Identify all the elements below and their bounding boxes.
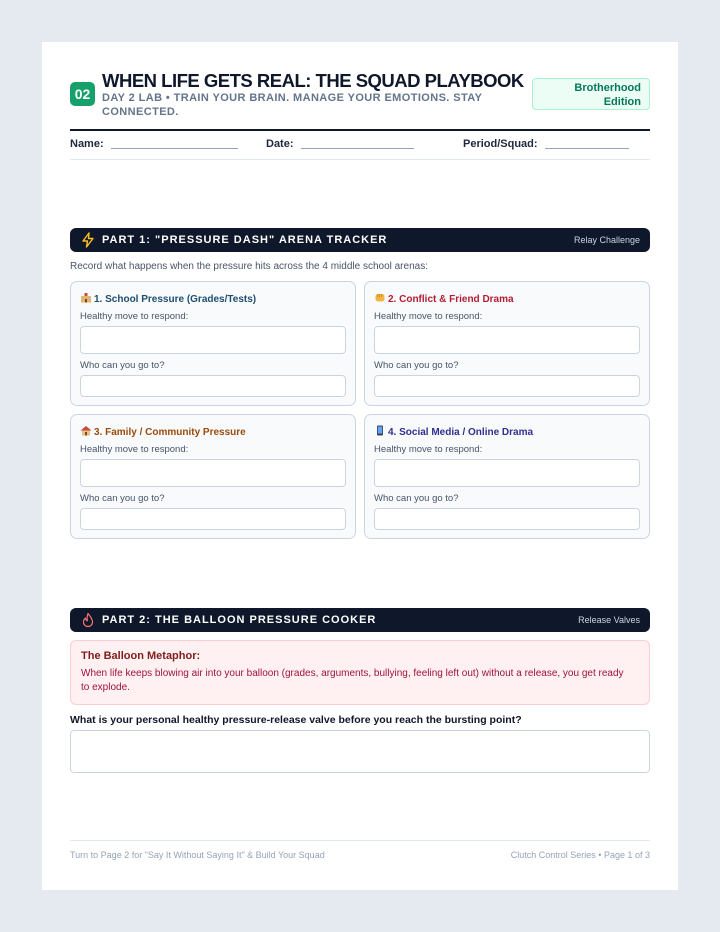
- lesson-number-badge: 02: [70, 82, 95, 106]
- fire-icon: [80, 612, 96, 628]
- who-to-go-input[interactable]: [80, 375, 346, 397]
- who-to-go-label: Who can you go to?: [80, 493, 165, 504]
- date-field[interactable]: [301, 148, 414, 149]
- arena-card-conflict: [364, 281, 650, 406]
- healthy-move-input[interactable]: [80, 459, 346, 487]
- arena-card-social-media: [364, 414, 650, 539]
- lightning-icon: [80, 232, 96, 248]
- healthy-move-input[interactable]: [80, 326, 346, 354]
- healthy-move-label: Healthy move to respond:: [374, 444, 483, 455]
- release-valve-answer-input[interactable]: [70, 730, 650, 773]
- metaphor-title: The Balloon Metaphor:: [81, 650, 201, 662]
- who-to-go-label: Who can you go to?: [374, 493, 459, 504]
- name-label: Name:: [70, 138, 104, 150]
- part1-intro: Record what happens when the pressure hits across the 4 middle school arenas:: [70, 261, 428, 272]
- part1-header: [70, 228, 650, 252]
- page-title: WHEN LIFE GETS REAL: THE SQUAD PLAYBOOK: [102, 70, 524, 91]
- healthy-move-label: Healthy move to respond:: [80, 444, 189, 455]
- arena-title: 4. Social Media / Online Drama: [374, 425, 533, 438]
- footer-divider: [70, 840, 650, 841]
- name-field[interactable]: [111, 148, 238, 149]
- period-field[interactable]: [545, 148, 629, 149]
- footer-next-page-note: Turn to Page 2 for "Say It Without Saying It" & Build Your Squad: [70, 850, 325, 860]
- header: [70, 70, 650, 130]
- arena-title: 1. School Pressure (Grades/Tests): [80, 292, 256, 305]
- footer-series-page: Clutch Control Series • Page 1 of 3: [510, 850, 650, 860]
- page-subtitle: DAY 2 LAB • TRAIN YOUR BRAIN. MANAGE YOUR EMOTIONS. STAY CONNECTED.: [102, 92, 483, 118]
- healthy-move-label: Healthy move to respond:: [80, 311, 189, 322]
- part2-header: [70, 608, 650, 632]
- edition-badge: Brotherhood Edition: [532, 78, 650, 110]
- healthy-move-label: Healthy move to respond:: [374, 311, 483, 322]
- date-label: Date:: [266, 138, 294, 150]
- fist-icon: [374, 292, 386, 303]
- part1-tag: Relay Challenge: [573, 235, 640, 245]
- who-to-go-input[interactable]: [374, 508, 640, 530]
- phone-icon: [374, 425, 386, 436]
- part2-title: PART 2: THE BALLOON PRESSURE COOKER: [102, 614, 377, 626]
- healthy-move-input[interactable]: [374, 326, 640, 354]
- school-icon: [80, 292, 92, 303]
- release-valve-question: What is your personal healthy pressure-release valve before you reach the bursting point?: [70, 714, 522, 726]
- healthy-move-input[interactable]: [374, 459, 640, 487]
- worksheet-page: [42, 42, 678, 890]
- who-to-go-label: Who can you go to?: [80, 360, 165, 371]
- balloon-metaphor-callout: [70, 640, 650, 705]
- arena-title: 2. Conflict & Friend Drama: [374, 292, 514, 305]
- arena-card-family: [70, 414, 356, 539]
- header-divider: [70, 129, 650, 131]
- arena-title: 3. Family / Community Pressure: [80, 425, 246, 438]
- who-to-go-input[interactable]: [80, 508, 346, 530]
- who-to-go-input[interactable]: [374, 375, 640, 397]
- part1-title: PART 1: "PRESSURE DASH" ARENA TRACKER: [102, 234, 388, 246]
- period-label: Period/Squad:: [463, 138, 538, 150]
- fields-divider: [70, 159, 650, 160]
- who-to-go-label: Who can you go to?: [374, 360, 459, 371]
- part2-tag: Release Valves: [578, 615, 640, 625]
- metaphor-body: When life keeps blowing air into your balloon (grades, arguments, bullying, feeling left out) without a release, you get ready to explode.: [81, 668, 624, 693]
- student-info-fields: [70, 138, 650, 158]
- arena-card-school: [70, 281, 356, 406]
- house-icon: [80, 425, 92, 436]
